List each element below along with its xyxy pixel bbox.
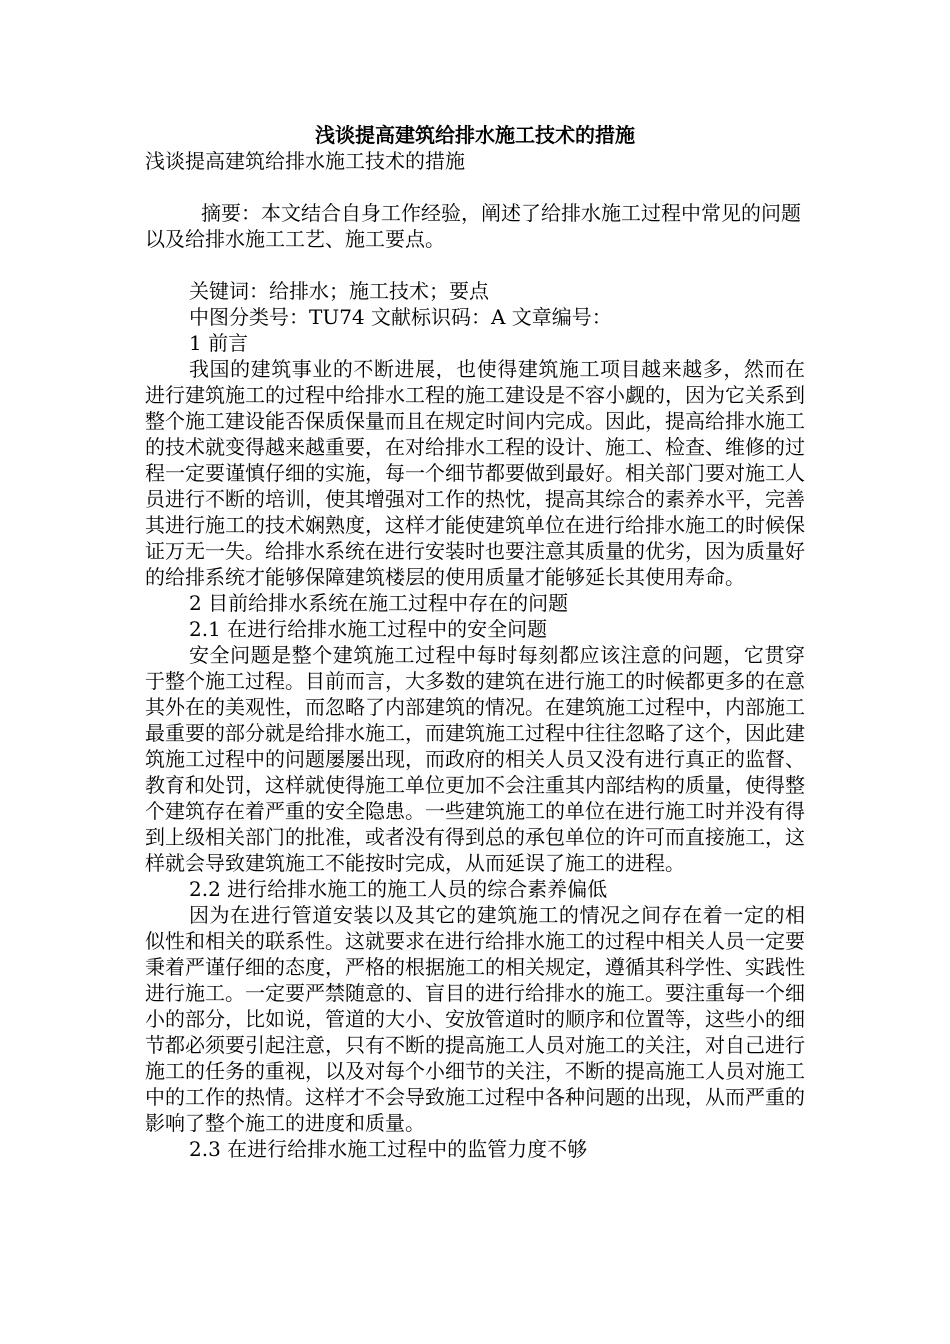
document-title: 浅谈提高建筑给排水施工技术的措施 <box>315 123 635 147</box>
blank-line <box>145 174 805 200</box>
section-2-2-heading: 2.2 进行给排水施工的施工人员的综合素养偏低 <box>189 877 608 901</box>
keywords-line: 关键词：给排水；施工技术；要点 <box>189 279 489 303</box>
section-1-heading: 1 前言 <box>189 331 249 355</box>
section-2-3-heading: 2.3 在进行给排水施工过程中的监管力度不够 <box>189 1137 588 1161</box>
section-1-paragraph: 我国的建筑事业的不断进展，也使得建筑施工项目越来越多，然而在进行建筑施工的过程中给排水工程的施工建设是不容小觑的，因为它关系到整个施工建设能否保质保量而且在规定时间内完成。因此，提高给排水施工的技术就变得越来越重要，在对给排水工程的设计、施工、检查、维修的过程一定要谨慎仔细的实施，每一个细节都要做到最好。相关部门要对施工人员进行不断的培训，使其增强对工作的热忱，提高其综合的素养水平，完善其进行施工的技术娴熟度，这样才能使建筑单位在进行给排水施工的时候保证万无一失。给排水系统在进行安装时也要注意其质量的优劣，因为质量好的给排系统才能够保障建筑楼层的使用质量才能够延长其使用寿命。 <box>145 357 805 589</box>
abstract-paragraph: 摘要：本文结合自身工作经验，阐述了给排水施工过程中常见的问题以及给排水施工工艺、施工要点。 <box>145 201 801 251</box>
section-2-heading: 2 目前给排水系统在施工过程中存在的问题 <box>189 591 569 615</box>
blank-line <box>145 252 805 278</box>
section-2-1-heading: 2.1 在进行给排水施工过程中的安全问题 <box>189 617 548 641</box>
section-2-2-paragraph: 因为在进行管道安装以及其它的建筑施工的情况之间存在着一定的相似性和相关的联系性。这就要求在进行给排水施工的过程中相关人员一定要秉着严谨仔细的态度，严格的根据施工的相关规定，遵循其科学性、实践性进行施工。一定要严禁随意的、盲目的进行给排水的施工。要注重每一个细小的部分，比如说，管道的大小、安放管道时的顺序和位置等，这些小的细节都必须要引起注意，只有不断的提高施工人员对施工的关注，对自己进行施工的任务的重视，以及对每个小细节的关注，不断的提高施工人员对施工中的工作的热情。这样才不会导致施工过程中各种问题的出现，从而严重的影响了整个施工的进度和质量。 <box>145 903 805 1135</box>
section-2-1-paragraph: 安全问题是整个建筑施工过程中每时每刻都应该注意的问题，它贯穿于整个施工过程。目前而言，大多数的建筑在进行施工的时候都更多的在意其外在的美观性，而忽略了内部建筑的情况。在建筑施工过程中，内部施工最重要的部分就是给排水施工，而建筑施工过程中往往忽略了这个，因此建筑施工过程中的问题屡屡出现，而政府的相关人员又没有进行真正的监督、教育和处罚，这样就使得施工单位更加不会注重其内部结构的质量，使得整个建筑存在着严重的安全隐患。一些建筑施工的单位在进行施工时并没有得到上级相关部门的批准，或者没有得到总的承包单位的许可而直接施工，这样就会导致建筑施工不能按时完成，从而延误了施工的进程。 <box>145 643 805 875</box>
document-page <box>145 122 805 1162</box>
classification-line: 中图分类号：TU74 文献标识码：A 文章编号： <box>189 305 612 329</box>
document-subtitle: 浅谈提高建筑给排水施工技术的措施 <box>145 149 465 173</box>
